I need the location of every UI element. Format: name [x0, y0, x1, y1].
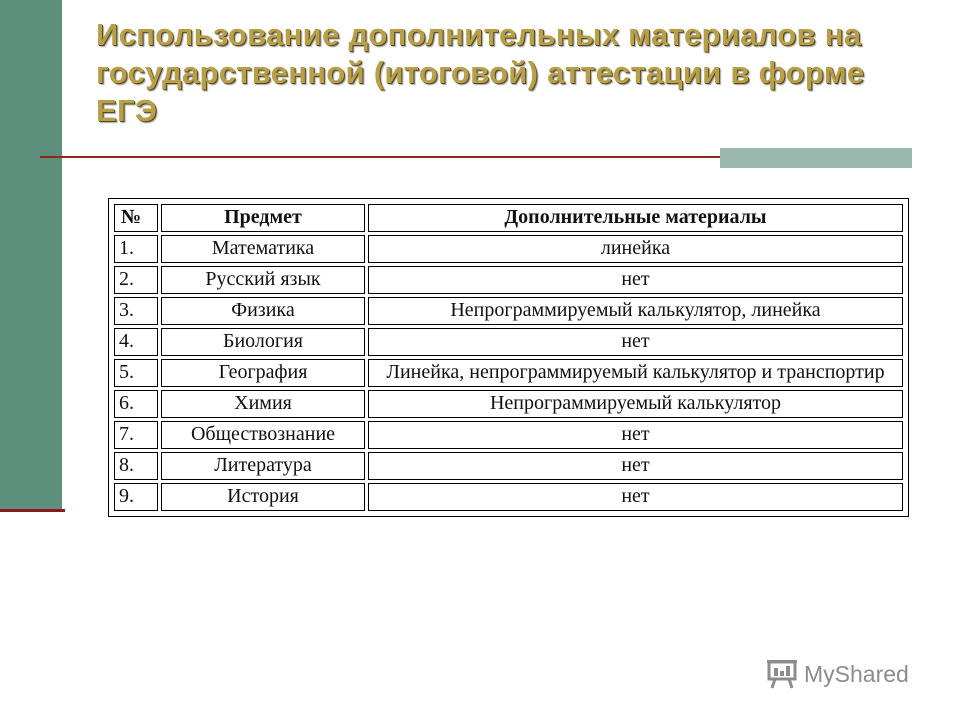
- row-subject: Физика: [161, 297, 365, 325]
- row-subject: Биология: [161, 328, 365, 356]
- myshared-watermark[interactable]: [766, 658, 909, 690]
- row-number: 2.: [114, 266, 158, 294]
- row-number: 1.: [114, 235, 158, 263]
- title-accent-block: [720, 148, 912, 168]
- row-materials: Непрограммируемый калькулятор, линейка: [368, 297, 903, 325]
- materials-table: [111, 201, 906, 514]
- row-subject: Химия: [161, 390, 365, 418]
- presentation-board-icon: [766, 659, 798, 689]
- table-row: [114, 390, 903, 418]
- row-number: 3.: [114, 297, 158, 325]
- row-number: 9.: [114, 483, 158, 511]
- table-row: [114, 421, 903, 449]
- row-materials: нет: [368, 421, 903, 449]
- row-number: 8.: [114, 452, 158, 480]
- row-subject: География: [161, 359, 365, 387]
- table-row: [114, 266, 903, 294]
- row-subject: Литература: [161, 452, 365, 480]
- header-number: №: [114, 204, 158, 232]
- table-row: [114, 452, 903, 480]
- table-row: [114, 483, 903, 511]
- row-number: 5.: [114, 359, 158, 387]
- row-materials: Непрограммируемый калькулятор: [368, 390, 903, 418]
- table-row: [114, 235, 903, 263]
- header-subject: Предмет: [161, 204, 365, 232]
- table-row: [114, 297, 903, 325]
- row-subject: Математика: [161, 235, 365, 263]
- row-subject: Русский язык: [161, 266, 365, 294]
- row-materials: нет: [368, 452, 903, 480]
- row-number: 4.: [114, 328, 158, 356]
- table-header-row: [114, 204, 903, 232]
- watermark-text: MyShared: [804, 660, 909, 687]
- row-subject: История: [161, 483, 365, 511]
- row-number: 7.: [114, 421, 158, 449]
- row-materials: линейка: [368, 235, 903, 263]
- row-materials: нет: [368, 483, 903, 511]
- left-sidebar-rule: [0, 509, 65, 512]
- row-materials: Линейка, непрограммируемый калькулятор и транспортир: [368, 359, 903, 387]
- table-row: [114, 359, 903, 387]
- header-materials: Дополнительные материалы: [368, 204, 903, 232]
- table-row: [114, 328, 903, 356]
- left-sidebar-band: [0, 0, 62, 512]
- row-materials: нет: [368, 266, 903, 294]
- row-number: 6.: [114, 390, 158, 418]
- materials-table-frame: [108, 198, 909, 517]
- row-subject: Обществознание: [161, 421, 365, 449]
- row-materials: нет: [368, 328, 903, 356]
- slide-title: Использование дополнительных материалов на государственной (итоговой) аттестации в форме ЕГЭ: [96, 17, 865, 128]
